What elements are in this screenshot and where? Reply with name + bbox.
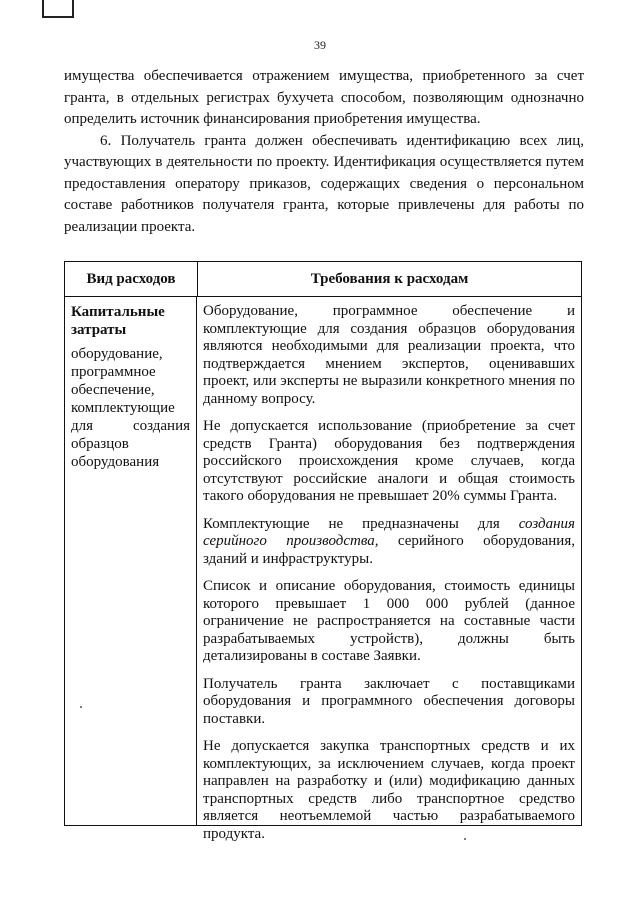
requirement-item: Список и описание оборудования, стоимость единицы которого превышает 1 000 000 рублей (данное ограничение не распространяется на составные части разрабатываемых устройств), должны быть детализированы в составе Заявки. <box>203 578 575 664</box>
table-header <box>65 262 581 297</box>
paragraph: имущества обеспечивается отражением имущества, приобретенного за счет гранта, в отдельных регистрах бухучета способом, позволяющим однозначно определить источник финансирования приобретения имущества. <box>64 68 584 127</box>
requirement-item: Получатель гранта заключает с поставщиками оборудования и программного обеспечения договоры поставки. <box>203 675 575 727</box>
expense-category-cell <box>65 297 197 826</box>
page-number: 39 <box>314 38 326 52</box>
category-title: Капитальные затраты <box>71 304 165 338</box>
paragraph: 6. Получатель гранта должен обеспечивать идентификацию всех лиц, участвующих в деятельности по проекту. Идентификация осуществляется путем предоставления оператору приказов, содержащих сведения о персональном составе работников получателя гранта, которые привлечены для работы по реализации проекта. <box>64 132 584 235</box>
scan-speck <box>464 838 466 840</box>
requirement-text: , серийного оборудования, зданий и инфраструктуры. <box>203 533 575 567</box>
requirements-cell <box>197 297 581 842</box>
header-expense-type: Вид расходов <box>65 262 198 296</box>
requirement-text: Не допускается использование (приобретение за счет средств Гранта) оборудования без подтверждения российского происхождения кроме случаев, когда отсутствуют российские аналоги и общая стоимость такого оборудования не превышает 20% суммы Гранта. <box>203 418 575 504</box>
requirement-item <box>203 418 575 506</box>
category-description: оборудование, программное обеспечение, комплектующие для создания образцов оборудования <box>71 346 190 470</box>
body-text <box>64 66 584 238</box>
scan-speck <box>80 706 82 708</box>
requirement-item <box>203 516 575 569</box>
requirement-item: Оборудование, программное обеспечение и комплектующие для создания образцов оборудования являются необходимыми для реализации проекта, что подтверждается мнением экспертов, оценивавших проект, или эксперты не выразили конкретного мнения по данному вопросу. <box>203 303 575 407</box>
requirement-item: Не допускается закупка транспортных средств и их комплектующих, за исключением случаев, когда проект направлен на разработку и (или) модификацию данных транспортных средств либо транспортное средство является неотъемлемой частью разрабатываемого продукта. <box>203 738 575 842</box>
requirement-emphasis: создания серийного производства <box>203 515 575 549</box>
expense-requirements-table <box>64 261 582 842</box>
table-row <box>65 297 581 842</box>
header-requirements: Требования к расходам <box>310 270 469 287</box>
requirement-text: Комплектующие не предназначены для <box>203 515 519 532</box>
scan-mark <box>42 0 74 18</box>
